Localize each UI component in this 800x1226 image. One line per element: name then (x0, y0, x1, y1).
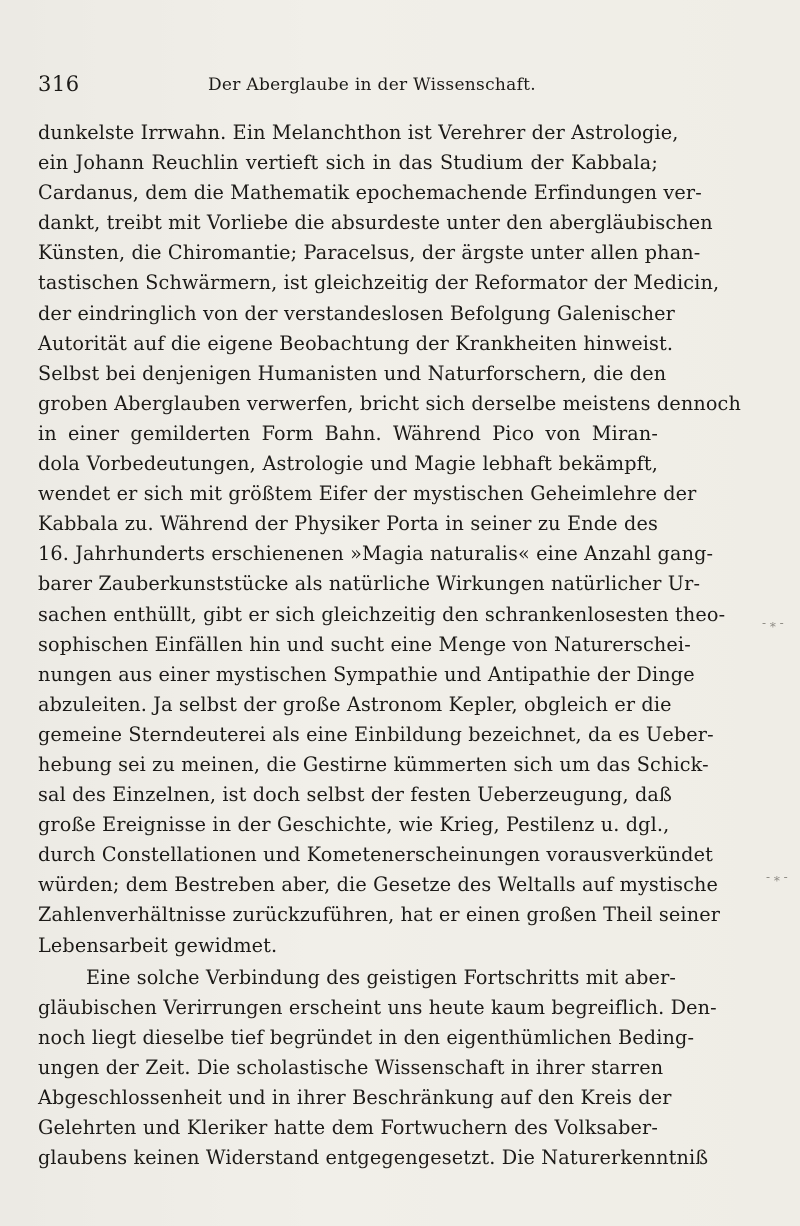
text-line: glaubens keinen Widerstand entgegengesetzt. Die Naturerkenntniß (38, 1146, 709, 1170)
margin-mark: - ⁎ - (766, 870, 788, 884)
paragraph-1 (38, 118, 741, 961)
text-line: der eindringlich von der verstandeslosen Befolgung Galenischer (38, 301, 675, 325)
text-line: sachen enthüllt, gibt er sich gleichzeitig den schrankenlosesten theo- (38, 602, 726, 626)
text-line: sal des Einzelnen, ist doch selbst der festen Ueberzeugung, daß (38, 783, 672, 807)
text-line: dunkelste Irrwahn. Ein Melanchthon ist Verehrer der Astrologie, (38, 121, 679, 144)
text-line: barer Zauberkunststücke als natürliche Wirkungen natürlicher Ur- (38, 572, 701, 596)
text-line: durch Constellationen und Kometenerscheinungen vorausverkündet (38, 843, 713, 867)
text-line: 16. Jahrhunderts erschienenen »Magia naturalis« eine Anzahl gang- (38, 542, 714, 566)
paragraph-2 (38, 963, 717, 1174)
text-line: gemeine Sterndeuterei als eine Einbildung bezeichnet, da es Ueber- (38, 722, 714, 746)
text-line: Selbst bei denjenigen Humanisten und Naturforschern, die den (38, 361, 667, 385)
text-line: Cardanus, dem die Mathematik epochemachende Erfindungen ver- (38, 181, 702, 205)
text-line: Kabbala zu. Während der Physiker Porta in seiner zu Ende des (38, 512, 658, 536)
text-line: Zahlenverhältnisse zurückzuführen, hat er einen großen Theil seiner (38, 903, 721, 927)
text-line: in einer gemilderten Form Bahn. Während Pico von Miran- (38, 421, 658, 445)
page-body (38, 118, 741, 1173)
text-line: sophischen Einfällen hin und sucht eine Menge von Naturerschei- (38, 632, 691, 656)
text-line: groben Aberglauben verwerfen, bricht sich derselbe meistens dennoch (38, 391, 741, 415)
text-line: noch liegt dieselbe tief begründet in den eigenthümlichen Beding- (38, 1025, 695, 1049)
text-line: würden; dem Bestreben aber, die Gesetze des Weltalls auf mystische (38, 873, 718, 897)
page-number: 316 (38, 72, 80, 96)
text-line: Eine solche Verbindung des geistigen Fortschritts mit aber- (86, 965, 677, 989)
text-line: Künsten, die Chiromantie; Paracelsus, der ärgste unter allen phan- (38, 241, 701, 265)
text-line: hebung sei zu meinen, die Gestirne kümmerten sich um das Schick- (38, 752, 709, 776)
text-line: gläubischen Verirrungen erscheint uns heute kaum begreiflich. Den- (38, 995, 717, 1019)
margin-mark: - ⁎ - (762, 616, 784, 630)
text-line: ein Johann Reuchlin vertieft sich in das Studium der Kabbala; (38, 151, 658, 175)
text-line: dankt, treibt mit Vorliebe die absurdeste unter den abergläubischen (38, 211, 713, 235)
text-line: tastischen Schwärmern, ist gleichzeitig der Reformator der Medicin, (38, 271, 720, 295)
text-line: Gelehrten und Kleriker hatte dem Fortwuchern des Volksaber- (38, 1116, 658, 1140)
text-line: wendet er sich mit größtem Eifer der mystischen Geheimlehre der (38, 482, 697, 506)
text-line: nungen aus einer mystischen Sympathie und Antipathie der Dinge (38, 662, 695, 686)
text-line: Abgeschlossenheit und in ihrer Beschränkung auf den Kreis der (38, 1086, 672, 1109)
text-line: Autorität auf die eigene Beobachtung der Krankheiten hinweist. (38, 331, 674, 355)
text-line: ungen der Zeit. Die scholastische Wissenschaft in ihrer starren (38, 1055, 664, 1079)
text-line: Lebensarbeit gewidmet. (38, 933, 278, 957)
text-line: dola Vorbedeutungen, Astrologie und Magie lebhaft bekämpft, (38, 452, 658, 476)
running-head: Der Aberglaube in der Wissenschaft. (208, 75, 537, 95)
text-line: abzuleiten. Ja selbst der große Astronom Kepler, obgleich er die (38, 692, 672, 716)
page-header (38, 72, 658, 102)
text-line: große Ereignisse in der Geschichte, wie Krieg, Pestilenz u. dgl., (38, 813, 670, 837)
